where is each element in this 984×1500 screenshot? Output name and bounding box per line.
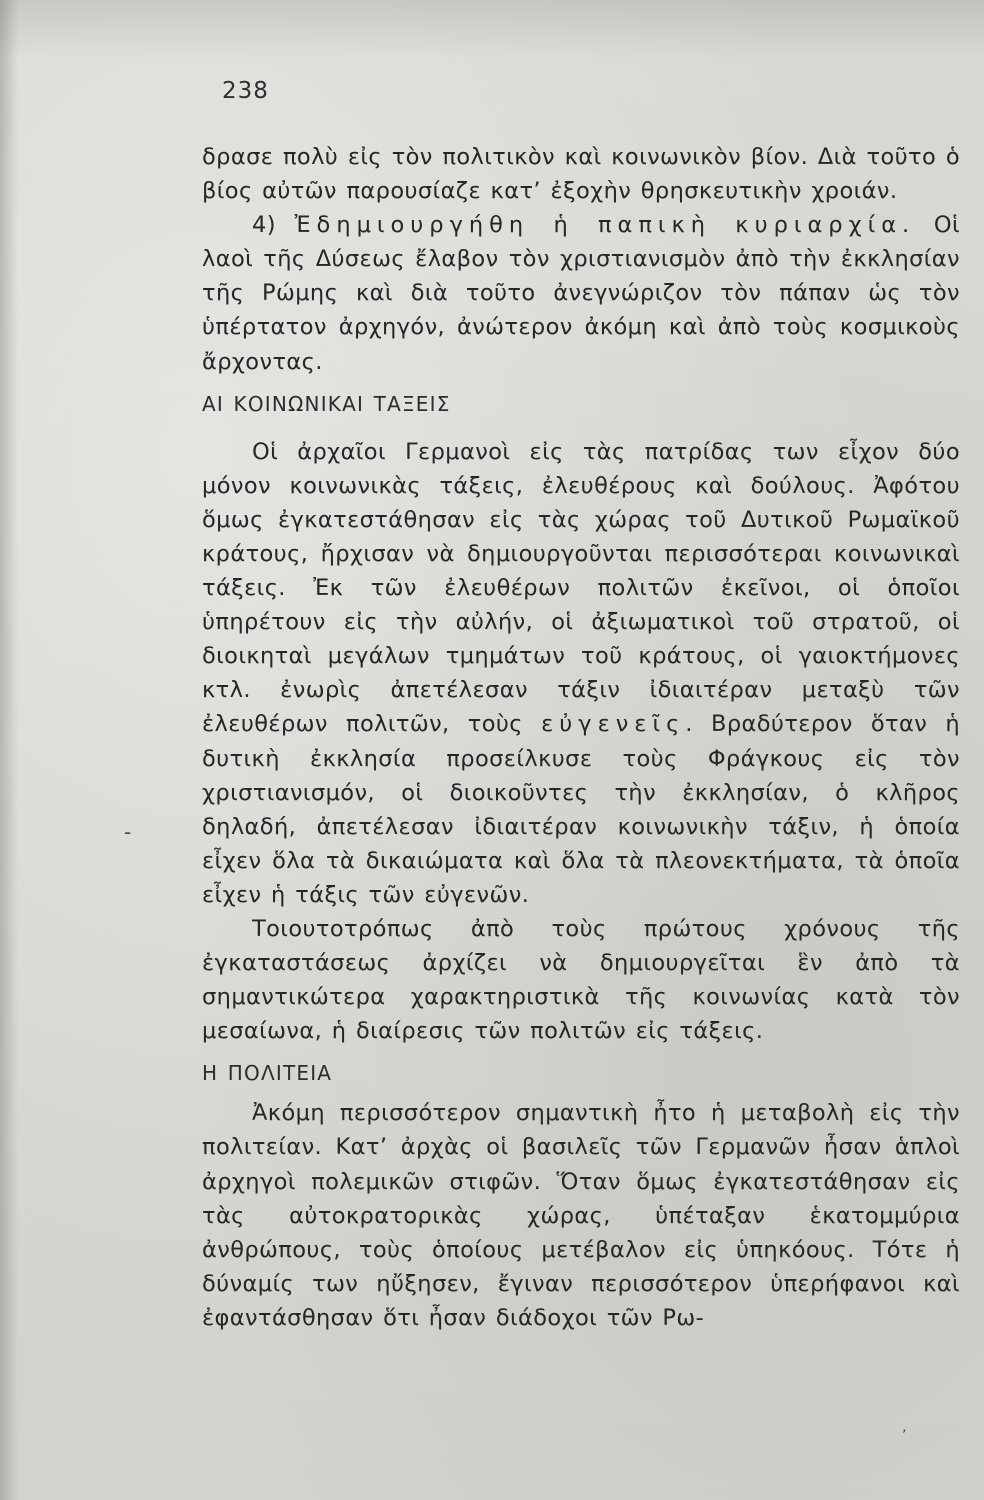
list-number: 4)	[252, 212, 295, 239]
paragraph-social-text-a: Οἱ ἀρχαῖοι Γερμανοὶ εἰς τὰς πατρίδας των εἶχον δύο μόνον κοινωνικὰς τάξεις, ἐλευθέρους καὶ δούλους. Ἀφότου ὅμως ἐγκατεστάθησαν εἰς τὰς χώρας τοῦ Δυτικοῦ Ρωμαϊκοῦ κράτους, ἤρχισαν νὰ δημιουργοῦνται περισσότεραι κοινωνικαὶ τάξεις. Ἐκ τῶν ἐλευθέρων πολιτῶν ἐκεῖνοι, οἱ ὁποῖοι ὑπηρέτουν εἰς τὴν αὐλήν, οἱ ἀξιωματικοὶ τοῦ στρατοῦ, οἱ διοικηταὶ μεγάλων τμημάτων τοῦ κράτους, οἱ γαιοκτήμονες κτλ. ἐνωρὶς ἀπετέλεσαν τάξιν ἰδιαιτέραν μεταξὺ τῶν ἐλευθέρων πολιτῶν, τοὺς	[202, 438, 960, 738]
paragraph-continuation: δρασε πολὺ εἰς τὸν πολιτικὸν καὶ κοινωνικὸν βίον. Διὰ τοῦτο ὁ βίος αὐτῶν παρουσίαζε κατ’ ἐξοχὴν θρησκευτικὴν χροιάν.	[202, 144, 960, 205]
paragraph-state: Ἀκόμη περισσότερον σημαντικὴ ἦτο ἡ μεταβολὴ εἰς τὴν πολιτείαν. Κατ’ ἀρχὰς οἱ βασιλεῖς τῶν Γερμανῶν ἦσαν ἁπλοὶ ἀρχηγοὶ πολεμικῶν στιφῶν. Ὅταν ὅμως ἐγκατεστάθησαν εἰς τὰς αὐτοκρατορικὰς χώρας, ὑπέταξαν ἑκατομμύρια ἀνθρώπους, τοὺς ὁποίους μετέβαλον εἰς ὑπηκόους. Τότε ἡ δύναμίς των ηὔξησεν, ἔγιναν περισσότερον ὑπερήφανοι καὶ ἐφαντάσθησαν ὅτι ἦσαν διάδοχοι τῶν Ρω-	[202, 1100, 960, 1331]
paragraph-social-text-b: . Βραδύτερον ὅταν ἡ δυτικὴ ἐκκλησία προσείλκυσε τοὺς Φράγκους εἰς τὸν χριστιανισμόν, οἱ διοικοῦντες τὴν ἐκκλησίαν, ὁ κλῆρος δηλαδή, ἀπετέλεσαν ἰδιαιτέραν κοινωνικὴν τάξιν, ἡ ὁποία εἶχεν ὅλα τὰ δικαιώματα καὶ ὅλα τὰ πλεονεκτήματα, τὰ ὁποῖα εἶχεν ἡ τάξις τῶν εὐγενῶν.	[202, 711, 960, 908]
speck-mark: ’	[902, 1428, 907, 1444]
page-top-shade	[0, 0, 984, 60]
section-heading-state: Η ΠΟΛΙΤΕΙΑ	[202, 1061, 333, 1086]
page-number: 238	[222, 78, 269, 104]
section-heading-social-classes: ΑΙ ΚΟΙΝΩΝΙΚΑΙ ΤΑΞΕΙΣ	[202, 391, 451, 416]
spaced-emphasis-papal: Ἐδημιουργήθη ἡ παπικὴ κυριαρχία.	[294, 212, 916, 239]
paragraph-medieval-division: Τοιουτοτρόπως ἀπὸ τοὺς πρώτους χρόνους τῆς ἐγκαταστάσεως ἀρχίζει νὰ δημιουργεῖται ἓν ἀπὸ τὰ σημαντικώτερα χαρακτηριστικὰ τῆς κοινωνίας κατὰ τὸν μεσαίωνα, ἡ διαίρεσις τῶν πολιτῶν εἰς τάξεις.	[202, 915, 960, 1045]
paragraph-papal-supremacy	[202, 208, 960, 378]
paragraph-social-classes	[202, 435, 960, 912]
margin-dash-mark: -	[124, 820, 132, 844]
spacer	[202, 1048, 960, 1056]
paragraph-papal-text: Οἱ λαοὶ τῆς Δύσεως ἔλαβον τὸν χριστιανισμὸν ἀπὸ τὴν ἐκκλησίαν τῆς Ρώμης καὶ διὰ τοῦτο ἀνεγνώριζον τὸν πάπαν ὡς τὸν ὑπέρτατον ἀρχηγόν, ἀνώτερον ἀκόμη καὶ ἀπὸ τοὺς κοσμικοὺς ἄρχοντας.	[202, 212, 960, 375]
spacer	[202, 421, 960, 435]
page-edge-shadow	[0, 0, 18, 1500]
spaced-emphasis-nobles: εὐγενεῖς	[541, 711, 686, 738]
page-body	[202, 140, 960, 1335]
spacer	[202, 379, 960, 387]
